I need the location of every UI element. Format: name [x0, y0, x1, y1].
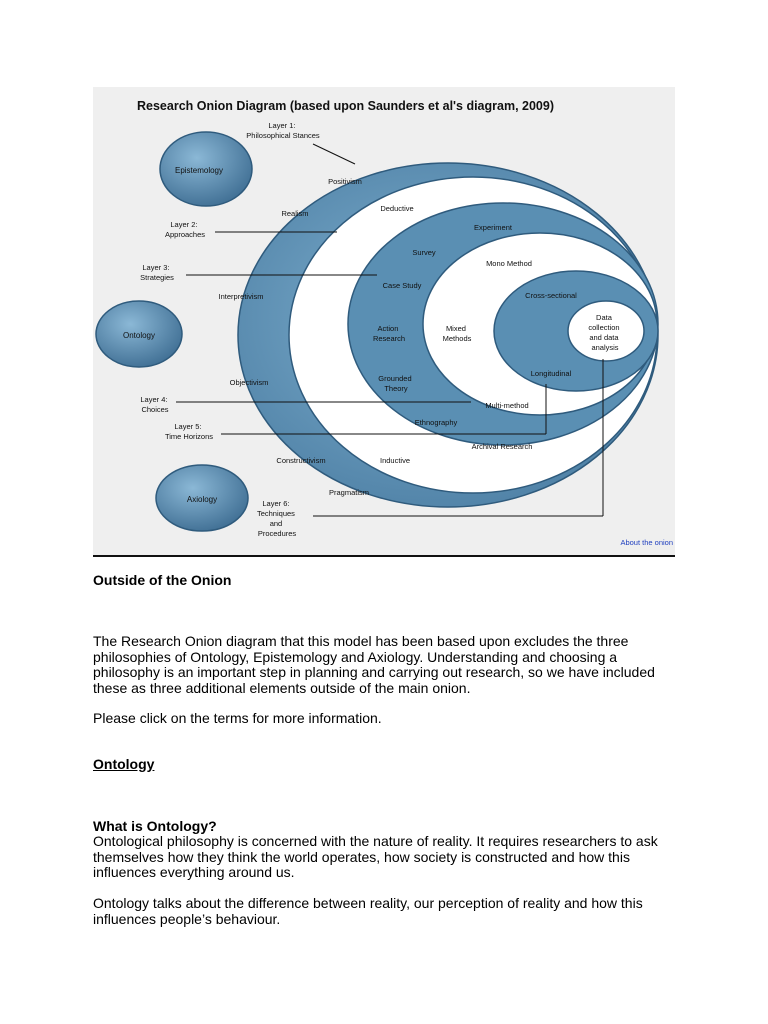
- choice-mono-method[interactable]: Mono Method: [486, 259, 532, 268]
- strategy-ethnography[interactable]: Ethnography: [414, 418, 458, 427]
- about-the-onion-link[interactable]: About the onion: [620, 538, 673, 547]
- layer4-label: Layer 4: Choices: [140, 395, 169, 414]
- strategy-action-research[interactable]: Action Research: [372, 324, 406, 343]
- bubble-label-ontology: Ontology: [122, 331, 156, 340]
- time-horizon-cross-sectional[interactable]: Cross-sectional: [525, 291, 577, 300]
- strategy-grounded-theory[interactable]: Grounded Theory: [378, 374, 412, 393]
- paragraph-click-terms: Please click on the terms for more information.: [93, 710, 382, 726]
- paragraph-ontology-definition: Ontological philosophy is concerned with the nature of reality. It requires researchers to ask themselves how they think the world operates, how society is constructed and how this influences everything around us.: [93, 833, 658, 881]
- strategy-survey[interactable]: Survey: [412, 248, 436, 257]
- layer3-label: Layer 3: Strategies: [140, 263, 174, 282]
- bubble-label-epistemology: Epistemology: [174, 166, 224, 175]
- strategy-archival-research[interactable]: Archival Research: [471, 442, 533, 451]
- stance-realism[interactable]: Realism: [281, 209, 309, 218]
- core-data-collection-label[interactable]: Data collection and data analysis: [588, 313, 620, 352]
- heading-what-is-ontology: What is Ontology?: [93, 818, 217, 834]
- stance-pragmatism[interactable]: Pragmatism: [328, 488, 370, 497]
- stance-positivism[interactable]: Positivism: [328, 177, 362, 186]
- layer1-label: Layer 1: Philosophical Stances: [246, 121, 320, 140]
- stance-interpretivism[interactable]: Interpretivism: [218, 292, 264, 301]
- heading-outside-of-onion: Outside of the Onion: [93, 572, 232, 588]
- paragraph-intro: The Research Onion diagram that this model has been based upon excludes the three philosophies of Ontology, Epistemology and Axiology. Understanding and choosing a philosophy is an important step in planning and carrying out research, so we have included these as three additional elements outside of the main onion.: [93, 633, 655, 696]
- time-horizon-longitudinal[interactable]: Longitudinal: [530, 369, 572, 378]
- approach-inductive[interactable]: Inductive: [379, 456, 411, 465]
- figure-divider: [93, 555, 675, 557]
- figure-title: Research Onion Diagram (based upon Saunders et al's diagram, 2009): [137, 99, 554, 113]
- layer6-label: Layer 6: Techniques and Procedures: [256, 499, 297, 538]
- strategy-case-study[interactable]: Case Study: [382, 281, 422, 290]
- research-onion-figure: [93, 87, 675, 555]
- approach-deductive[interactable]: Deductive: [380, 204, 414, 213]
- choice-mixed-methods[interactable]: Mixed Methods: [442, 324, 472, 343]
- strategy-experiment[interactable]: Experiment: [474, 223, 512, 232]
- layer2-label: Layer 2: Approaches: [164, 220, 206, 239]
- paragraph-ontology-reality: Ontology talks about the difference between reality, our perception of reality and how this influences people’s behaviour.: [93, 895, 643, 927]
- stance-objectivism[interactable]: Objectivism: [229, 378, 269, 387]
- choice-multi-method[interactable]: Multi-method: [485, 401, 529, 410]
- philosophy-bubble-epistemology[interactable]: [160, 132, 252, 206]
- philosophy-bubble-ontology[interactable]: [96, 301, 182, 367]
- layer5-label: Layer 5: Time Horizons: [164, 422, 214, 441]
- philosophy-bubble-axiology[interactable]: [156, 465, 248, 531]
- stance-constructivism[interactable]: Constructivism: [276, 456, 326, 465]
- ontology-link[interactable]: Ontology: [93, 756, 155, 772]
- bubble-label-axiology: Axiology: [186, 495, 218, 504]
